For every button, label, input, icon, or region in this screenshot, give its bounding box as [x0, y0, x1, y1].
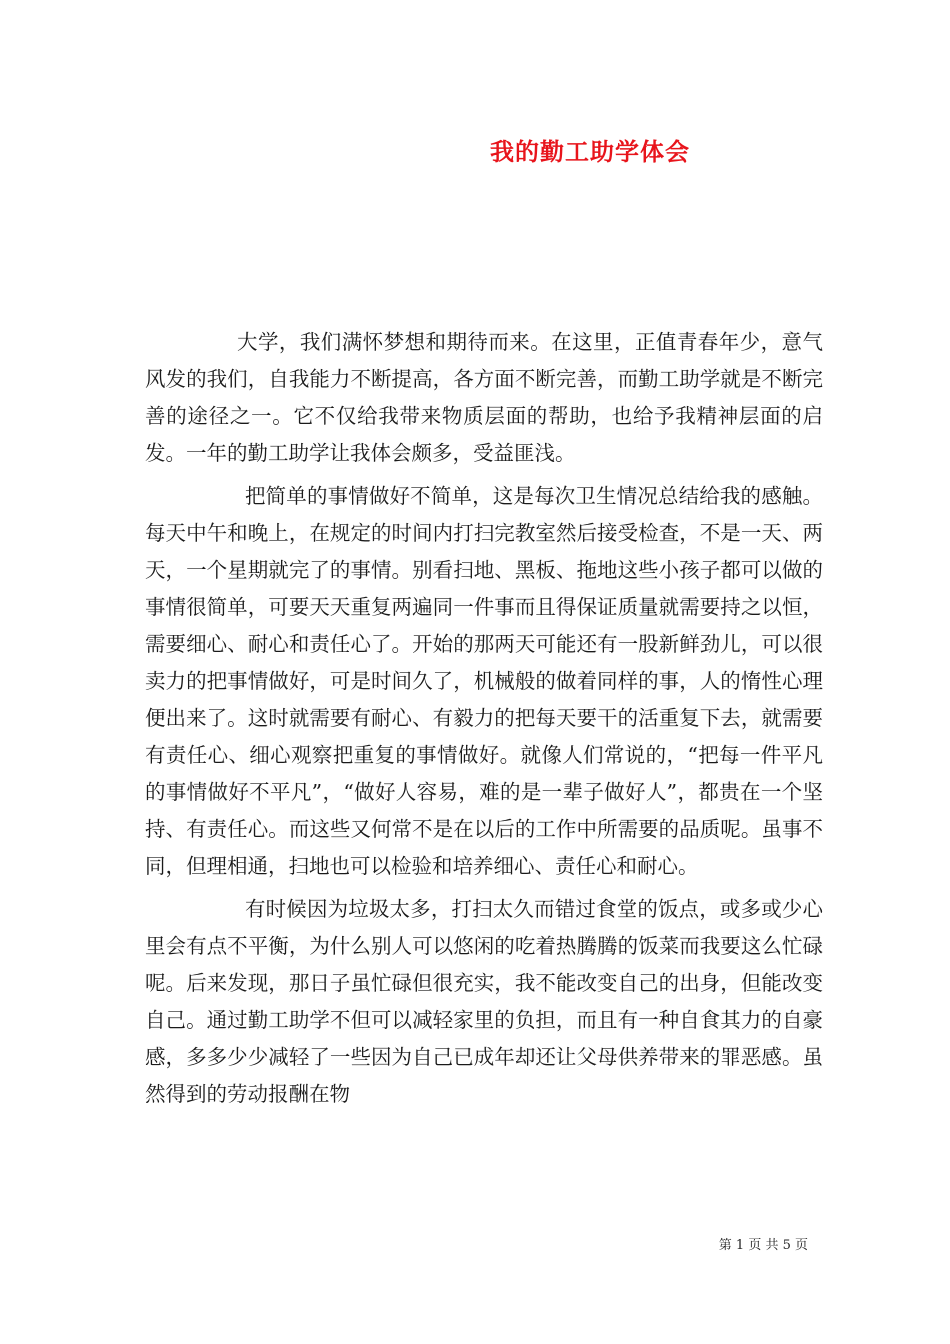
paragraph-2: 把简单的事情做好不简单，这是每次卫生情况总结给我的感触。每天中午和晚上，在规定的时间内打扫完教室然后接受检查，不是一天、两天，一个星期就完了的事情。别看扫地、黑板、拖地这些小孩子都可以做的事情很简单，可要天天重复两遍同一件事而且得保证质量就需要持之以恒，需要细心、耐心和责任心了。开始的那两天可能还有一股新鲜劲儿，可以很卖力的把事情做好，可是时间久了，机械般的做着同样的事，人的惰性心理便出来了。这时就需要有耐心、有毅力的把每天要干的活重复下去，就需要有责任心、细心观察把重复的事情做好。就像人们常说的，“把每一件平凡的事情做好不平凡”，“做好人容易，难的是一辈子做好人”，都贵在一个坚持、有责任心。而这些又何常不是在以后的工作中所需要的品质呢。虽事不同，但理相通，扫地也可以检验和培养细心、责任心和耐心。 [145, 484, 823, 878]
page-number-footer: 第 1 页 共 5 页 [718, 1238, 808, 1253]
paragraph-3: 有时候因为垃圾太多，打扫太久而错过食堂的饭点，或多或少心里会有点不平衡，为什么别人可以悠闲的吃着热腾腾的饭菜而我要这么忙碌呢。后来发现，那日子虽忙碌但很充实，我不能改变自己的出身，但能改变自己。通过勤工助学不但可以减轻家里的负担，而且有一种自食其力的自豪感，多多少少减轻了一些因为自己已成年却还让父母供养带来的罪恶感。虽然得到的劳动报酬在物 [145, 897, 823, 1106]
document-body [145, 324, 823, 1119]
paragraph-1: 大学，我们满怀梦想和期待而来。在这里，正值青春年少，意气风发的我们，自我能力不断提高，各方面不断完善，而勤工助学就是不断完善的途径之一。它不仅给我带来物质层面的帮助，也给予我精神层面的启发。一年的勤工助学让我体会颇多，受益匪浅。 [145, 330, 823, 465]
document-title: 我的勤工助学体会 [490, 137, 690, 166]
